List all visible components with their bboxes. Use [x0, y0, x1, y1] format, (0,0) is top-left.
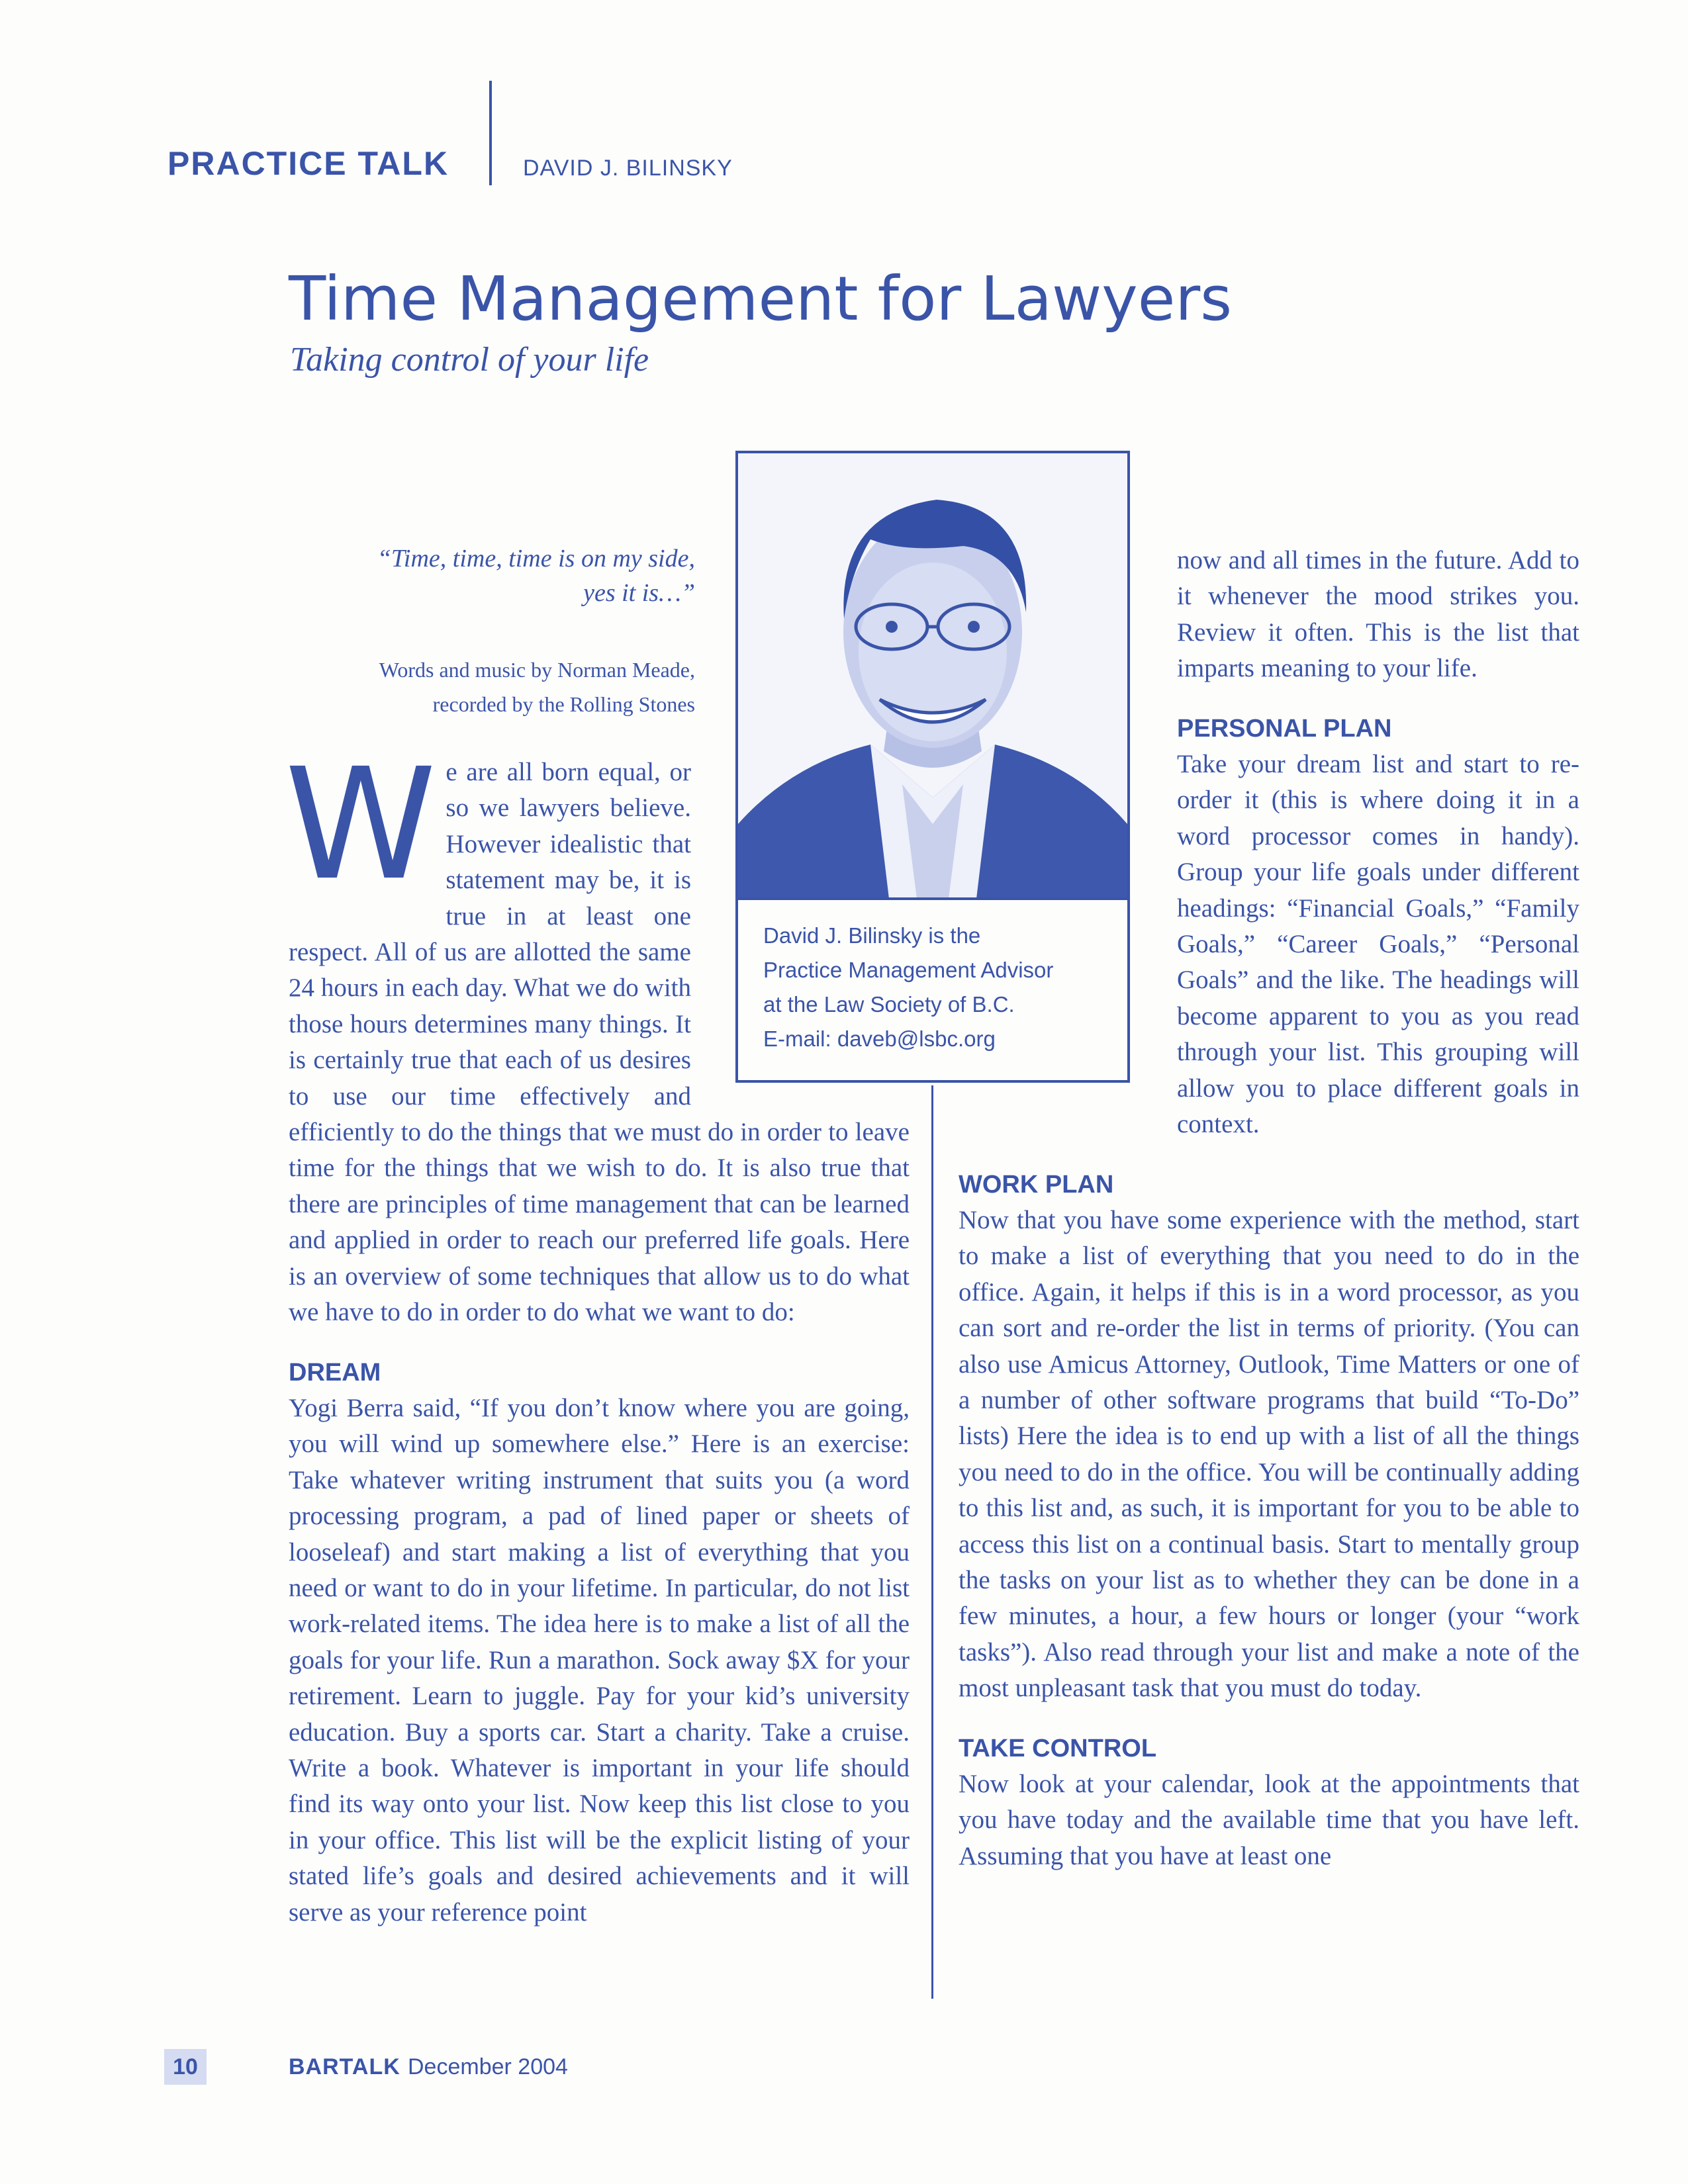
take-control-paragraph: Now look at your calendar, look at the appointments that you have today and the available time that you have left. Assuming that you have at least one [959, 1770, 1579, 1870]
intro-paragraph: e are all born equal, or so we lawyers believe. However idealistic that statement may be, it is true in at least one respect. All of us are allotted the same 24 hours in each day. What we do with those hours determines many things. It is certainly true that each of us desires to use our time effectively and efficiently to do the things that we must do in order to leave time for the things that we wish to do. It is also true that there are principles of time management that can be learned and applied in order to reach our preferred life goals. Here is an overview of some techniques that allow us to do what we have to do in order to do what we want to do: [289, 758, 910, 1327]
section-label: PRACTICE TALK [167, 145, 449, 182]
right-column [959, 543, 1579, 1874]
epigraph-credit-line: Words and music by Norman Meade, [379, 658, 695, 682]
take-control-heading: TAKE CONTROL [959, 1734, 1157, 1762]
epigraph-credit [278, 653, 695, 721]
epigraph-quote-line: yes it is…” [583, 579, 695, 607]
personal-plan-heading: PERSONAL PLAN [1177, 714, 1392, 743]
magazine-name: BARTALK [289, 2054, 400, 2079]
caption-line: at the Law Society of B.C. [763, 992, 1015, 1017]
caption-line: David J. Bilinsky is the [763, 923, 981, 948]
author-byline: DAVID J. BILINSKY [523, 156, 733, 181]
drop-cap: W [285, 735, 437, 914]
issue-date: December 2004 [408, 2054, 568, 2079]
page-number: 10 [164, 2049, 207, 2085]
work-plan-heading: WORK PLAN [959, 1170, 1114, 1199]
left-column [285, 735, 910, 1931]
epigraph-credit-line: recorded by the Rolling Stones [432, 692, 695, 716]
caption-email: E-mail: daveb@lsbc.org [763, 1026, 996, 1051]
epigraph-quote-line: “Time, time, time is on my side, [377, 545, 695, 572]
dream-paragraph: Yogi Berra said, “If you don’t know where you are going, you will wind up somewhere else.” Here is an exercise: Take whatever writing instrument that suits you (a word processing program, a pad of lined paper or sheets of looseleaf) and start making a list of everything that you need or want to do in your lifetime. In particular, do not list work-related items. The idea here is to make a list of all the goals for your life. Run a marathon. Sock away $X for your retirement. Learn to juggle. Pay for your kid’s university education. Buy a sports car. Start a charity. Take a cruise. Write a book. Whatever is important in your life should find its way onto your list. Now keep this list close to you in your office. This list will be the explicit listing of your stated life’s goals and desired achievements and it will serve as your reference point [289, 1393, 910, 1927]
personal-plan-paragraph: Take your dream list and start to re-order it (this is where doing it in a word processor comes in handy). Group your life goals under different headings: “Financial Goals,” “Family Goals,” “Career Goals,” “Personal Goals” and the like. The headings will become apparent to you as you read through your list. This grouping will allow you to place different goals in context. [1177, 750, 1579, 1139]
dream-continued-paragraph: now and all times in the future. Add to it whenever the mood strikes you. Review it often. This is the list that imparts meaning to your life. [1177, 546, 1579, 683]
work-plan-paragraph: Now that you have some experience with the method, start to make a list of everything that you need to do in the office. Again, it helps if this is in a word processor, as you can sort and re-order the list in terms of priority. (You can also use Amicus Attorney, Outlook, Time Matters or one of a number of other software programs that build “To-Do” lists) Here the idea is to end up with a list of all the things you need to do in the office. You will be continually adding to this list and, as such, it is important for you to be able to access this list on a continual basis. Start to mentally group the tasks on your list as to whether they can be done in a few minutes, a hour, a few hours or longer (your “work tasks”). Also read through your list and make a note of the most unpleasant task that you must do today. [959, 1205, 1579, 1703]
photo-wrap-space [959, 543, 1177, 1118]
article-title: Time Management for Lawyers [289, 263, 1233, 334]
column-divider [931, 1085, 933, 1999]
photo-wrap-space [691, 754, 910, 1092]
header-divider [489, 81, 492, 185]
dream-heading: DREAM [289, 1358, 381, 1387]
article-subtitle: Taking control of your life [290, 341, 649, 379]
epigraph-quote [278, 541, 695, 610]
caption-line: Practice Management Advisor [763, 958, 1054, 982]
